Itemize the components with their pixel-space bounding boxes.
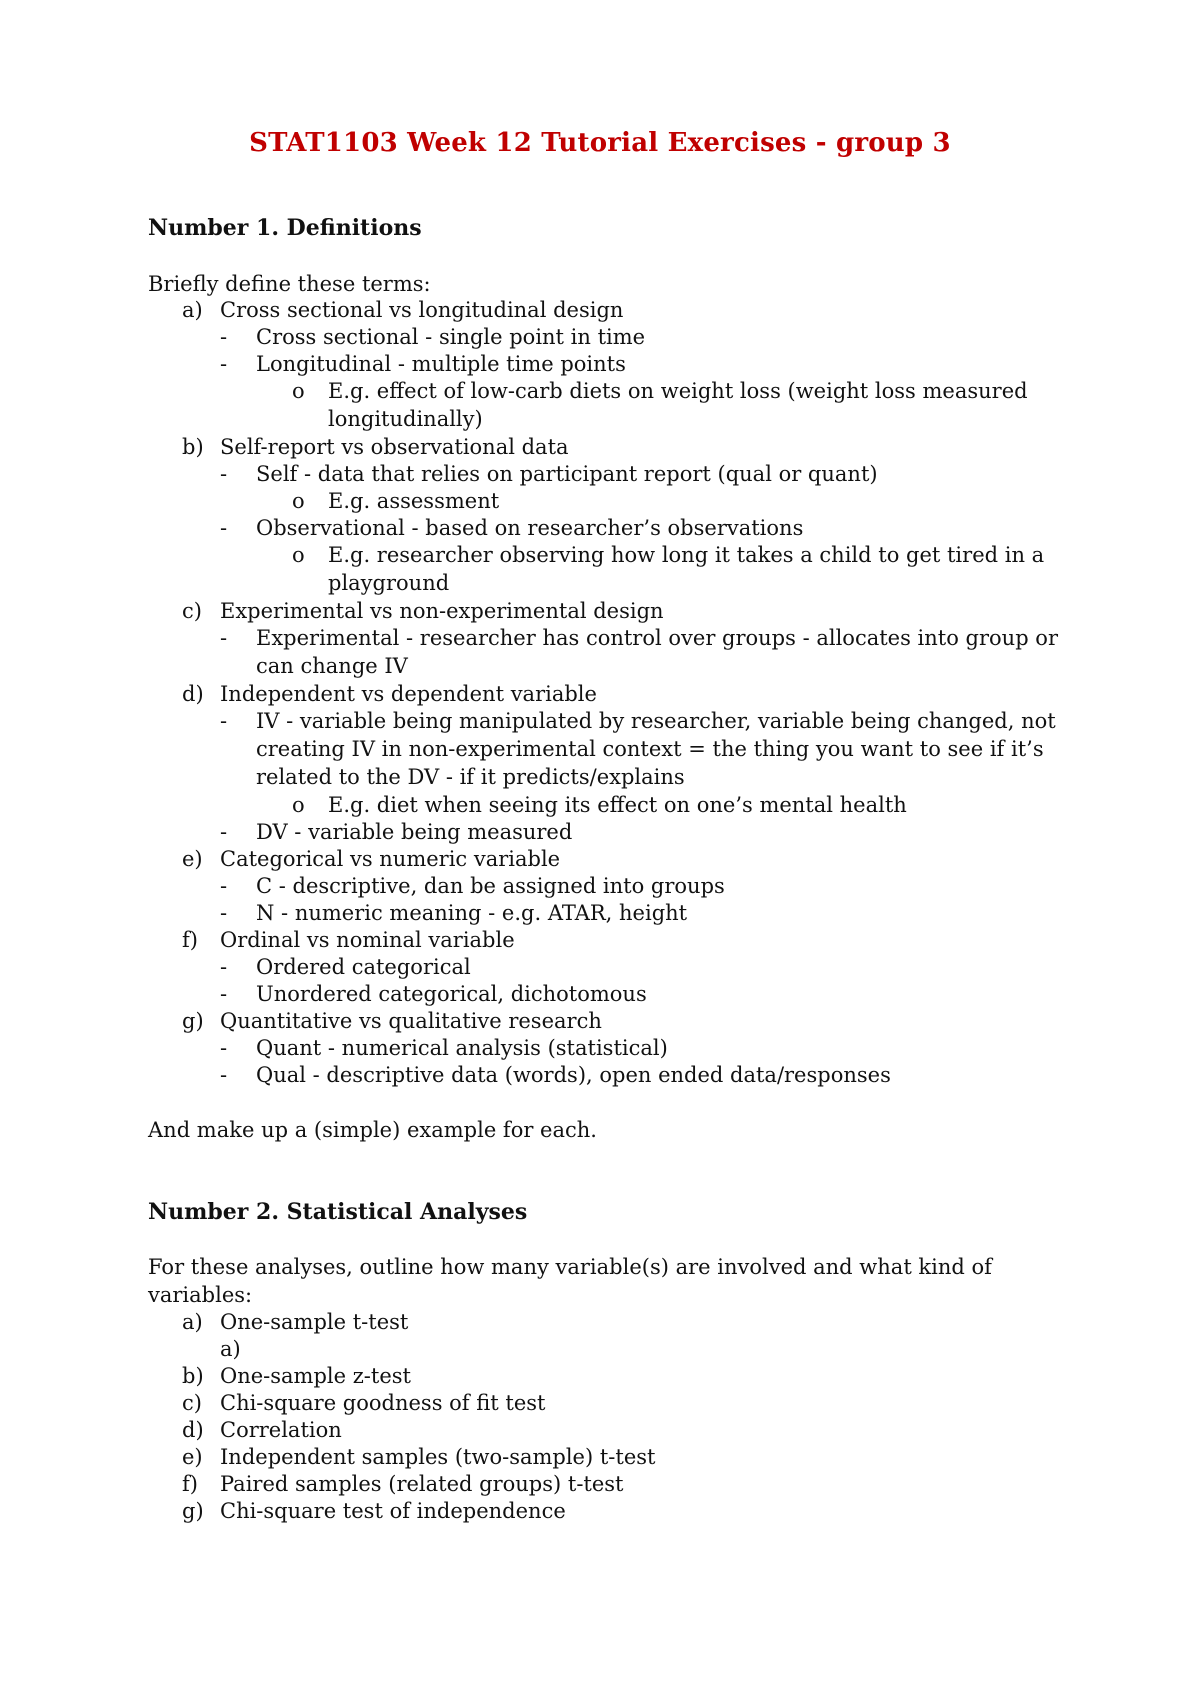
section2-intro: For these analyses, outline how many variable(s) are involved and what kind of variables: xyxy=(148,1255,992,1307)
list-marker: g) xyxy=(182,1499,204,1523)
section2-heading: Number 2. Statistical Analyses xyxy=(148,1199,528,1225)
analysis-sub-item: a) xyxy=(220,1337,241,1361)
bullet-text: N - numeric meaning - e.g. ATAR, height xyxy=(256,901,688,925)
dash-bullet: - xyxy=(220,626,228,650)
dash-bullet: - xyxy=(220,516,228,540)
circle-bullet: o xyxy=(292,543,305,567)
bullet-text: Qual - descriptive data (words), open ended data/responses xyxy=(256,1063,891,1087)
sub-bullet-text: E.g. assessment xyxy=(328,489,500,513)
dash-bullet: - xyxy=(220,1036,228,1060)
bullet-text: Cross sectional - single point in time xyxy=(256,325,646,349)
list-item-text: Independent vs dependent variable xyxy=(220,682,597,706)
bullet-text: Quant - numerical analysis (statistical) xyxy=(256,1036,668,1060)
section1-intro: Briefly define these terms: xyxy=(148,272,431,296)
document-title: STAT1103 Week 12 Tutorial Exercises - group 3 xyxy=(249,128,951,158)
list-marker: d) xyxy=(182,682,204,706)
dash-bullet: - xyxy=(220,352,228,376)
list-item-text: Chi-square goodness of fit test xyxy=(220,1391,546,1415)
list-marker: b) xyxy=(182,1364,204,1388)
list-item-text: Ordinal vs nominal variable xyxy=(220,928,515,952)
section1-outro: And make up a (simple) example for each. xyxy=(148,1118,597,1142)
list-item-text: Experimental vs non-experimental design xyxy=(220,599,664,623)
bullet-text: IV - variable being manipulated by researcher, variable being changed, not creating IV in non-experimental context = the thing you want to see if it’s related to the DV - if it predicts/explains xyxy=(256,709,1056,789)
dash-bullet: - xyxy=(220,901,228,925)
circle-bullet: o xyxy=(292,379,305,403)
bullet-text: Ordered categorical xyxy=(256,955,471,979)
list-marker: a) xyxy=(182,298,203,322)
list-marker: c) xyxy=(182,599,202,623)
list-item-text: Paired samples (related groups) t-test xyxy=(220,1472,624,1496)
list-item-text: Quantitative vs qualitative research xyxy=(220,1009,602,1033)
bullet-text: C - descriptive, dan be assigned into groups xyxy=(256,874,725,898)
dash-bullet: - xyxy=(220,462,228,486)
sub-bullet-text: E.g. effect of low-carb diets on weight loss (weight loss measured longitudinally) xyxy=(328,379,1028,431)
bullet-text: Experimental - researcher has control over groups - allocates into group or can change IV xyxy=(256,626,1058,678)
circle-bullet: o xyxy=(292,489,305,513)
list-item-text: Cross sectional vs longitudinal design xyxy=(220,298,624,322)
list-item-text: Self-report vs observational data xyxy=(220,435,569,459)
section1-heading: Number 1. Definitions xyxy=(148,215,422,241)
list-marker: f) xyxy=(182,1472,198,1496)
list-item-text: One-sample t-test xyxy=(220,1310,409,1334)
list-item-text: Categorical vs numeric variable xyxy=(220,847,561,871)
bullet-text: Unordered categorical, dichotomous xyxy=(256,982,647,1006)
list-item-text: Chi-square test of independence xyxy=(220,1499,566,1523)
list-marker: b) xyxy=(182,435,204,459)
list-item-text: Independent samples (two-sample) t-test xyxy=(220,1445,656,1469)
sub-bullet-text: E.g. diet when seeing its effect on one’s mental health xyxy=(328,793,907,817)
dash-bullet: - xyxy=(220,709,228,733)
circle-bullet: o xyxy=(292,793,305,817)
list-marker: e) xyxy=(182,1445,203,1469)
sub-bullet-text: E.g. researcher observing how long it takes a child to get tired in a playground xyxy=(328,543,1045,595)
dash-bullet: - xyxy=(220,982,228,1006)
list-marker: a) xyxy=(182,1310,203,1334)
bullet-text: Self - data that relies on participant report (qual or quant) xyxy=(256,462,878,486)
list-marker: g) xyxy=(182,1009,204,1033)
bullet-text: DV - variable being measured xyxy=(256,820,573,844)
dash-bullet: - xyxy=(220,955,228,979)
list-marker: e) xyxy=(182,847,203,871)
list-marker: c) xyxy=(182,1391,202,1415)
dash-bullet: - xyxy=(220,820,228,844)
list-item-text: Correlation xyxy=(220,1418,342,1442)
list-marker: f) xyxy=(182,928,198,952)
bullet-text: Observational - based on researcher’s observations xyxy=(256,516,804,540)
dash-bullet: - xyxy=(220,874,228,898)
bullet-text: Longitudinal - multiple time points xyxy=(256,352,626,376)
list-item-text: One-sample z-test xyxy=(220,1364,411,1388)
dash-bullet: - xyxy=(220,325,228,349)
dash-bullet: - xyxy=(220,1063,228,1087)
list-marker: d) xyxy=(182,1418,204,1442)
